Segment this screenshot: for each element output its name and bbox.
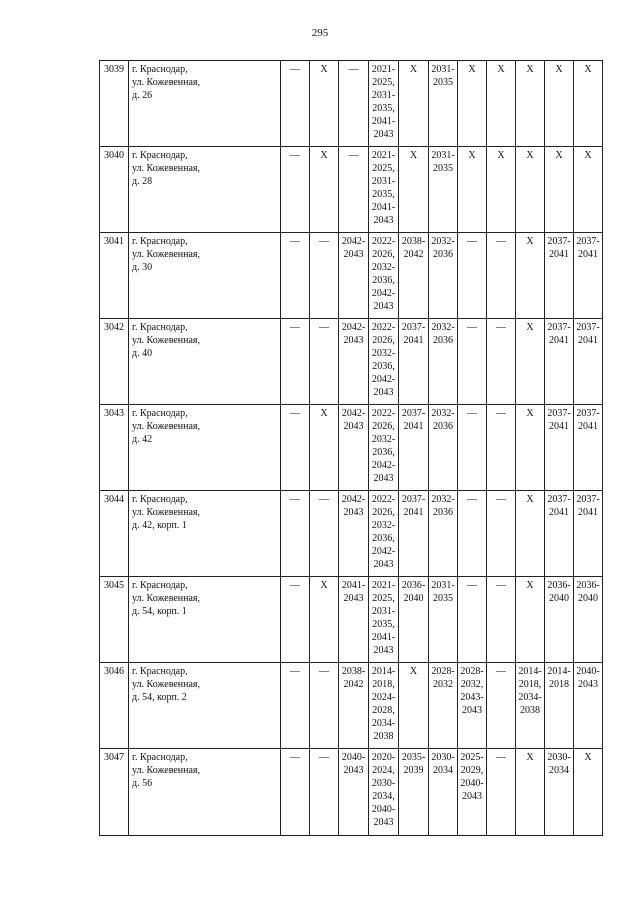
- address-cell: г. Краснодар, ул. Кожевенная, д. 42, корп. 1: [129, 491, 281, 577]
- period-cell: 2037- 2041: [574, 319, 603, 405]
- period-cell: 2037- 2041: [545, 319, 574, 405]
- period-cell: Х: [310, 61, 339, 147]
- table-row: [100, 663, 603, 749]
- period-cell: 2042- 2043: [339, 319, 369, 405]
- period-cell: Х: [399, 147, 429, 233]
- period-cell: —: [458, 577, 487, 663]
- period-cell: —: [281, 147, 310, 233]
- period-cell: 2021- 2025, 2031- 2035, 2041- 2043: [369, 147, 399, 233]
- period-cell: Х: [310, 147, 339, 233]
- period-cell: —: [487, 319, 516, 405]
- table-row: [100, 61, 603, 147]
- period-cell: Х: [458, 61, 487, 147]
- table-row: [100, 749, 603, 836]
- table-row: [100, 405, 603, 491]
- period-cell: Х: [545, 61, 574, 147]
- period-cell: 2037- 2041: [399, 405, 429, 491]
- period-cell: 2035- 2039: [399, 749, 429, 836]
- period-cell: 2036- 2040: [574, 577, 603, 663]
- period-cell: Х: [399, 663, 429, 749]
- period-cell: 2014- 2018, 2024- 2028, 2034- 2038: [369, 663, 399, 749]
- period-cell: 2032- 2036: [429, 405, 458, 491]
- row-number-cell: 3044: [100, 491, 129, 577]
- period-cell: 2036- 2040: [545, 577, 574, 663]
- period-cell: 2022- 2026, 2032- 2036, 2042- 2043: [369, 491, 399, 577]
- row-number-cell: 3040: [100, 147, 129, 233]
- address-cell: г. Краснодар, ул. Кожевенная, д. 28: [129, 147, 281, 233]
- period-cell: —: [281, 749, 310, 836]
- period-cell: 2032- 2036: [429, 491, 458, 577]
- period-cell: Х: [310, 405, 339, 491]
- period-cell: Х: [516, 319, 545, 405]
- row-number-cell: 3045: [100, 577, 129, 663]
- period-cell: 2032- 2036: [429, 319, 458, 405]
- period-cell: —: [458, 491, 487, 577]
- row-number-cell: 3043: [100, 405, 129, 491]
- period-cell: 2041- 2043: [339, 577, 369, 663]
- period-cell: 2031- 2035: [429, 147, 458, 233]
- period-cell: 2040- 2043: [339, 749, 369, 836]
- period-cell: Х: [516, 233, 545, 319]
- period-cell: —: [458, 233, 487, 319]
- period-cell: 2038- 2042: [339, 663, 369, 749]
- period-cell: 2014- 2018: [545, 663, 574, 749]
- period-cell: —: [310, 319, 339, 405]
- period-cell: 2025- 2029, 2040- 2043: [458, 749, 487, 836]
- period-cell: Х: [310, 577, 339, 663]
- row-number-cell: 3041: [100, 233, 129, 319]
- period-cell: —: [281, 663, 310, 749]
- period-cell: 2032- 2036: [429, 233, 458, 319]
- address-cell: г. Краснодар, ул. Кожевенная, д. 26: [129, 61, 281, 147]
- period-cell: Х: [399, 61, 429, 147]
- period-cell: Х: [516, 147, 545, 233]
- period-cell: Х: [487, 147, 516, 233]
- period-cell: 2042- 2043: [339, 491, 369, 577]
- address-cell: г. Краснодар, ул. Кожевенная, д. 56: [129, 749, 281, 836]
- period-cell: 2031- 2035: [429, 61, 458, 147]
- period-cell: —: [281, 319, 310, 405]
- address-cell: г. Краснодар, ул. Кожевенная, д. 42: [129, 405, 281, 491]
- period-cell: —: [310, 749, 339, 836]
- period-cell: —: [487, 491, 516, 577]
- period-cell: 2036- 2040: [399, 577, 429, 663]
- period-cell: 2031- 2035: [429, 577, 458, 663]
- period-cell: 2022- 2026, 2032- 2036, 2042- 2043: [369, 233, 399, 319]
- period-cell: —: [458, 405, 487, 491]
- period-cell: 2042- 2043: [339, 233, 369, 319]
- period-cell: 2038- 2042: [399, 233, 429, 319]
- table-row: [100, 319, 603, 405]
- period-cell: Х: [574, 61, 603, 147]
- period-cell: 2022- 2026, 2032- 2036, 2042- 2043: [369, 319, 399, 405]
- period-cell: —: [487, 233, 516, 319]
- period-cell: 2037- 2041: [574, 233, 603, 319]
- period-cell: 2040- 2043: [574, 663, 603, 749]
- period-cell: 2022- 2026, 2032- 2036, 2042- 2043: [369, 405, 399, 491]
- period-cell: 2037- 2041: [399, 491, 429, 577]
- address-cell: г. Краснодар, ул. Кожевенная, д. 40: [129, 319, 281, 405]
- period-cell: 2030- 2034: [545, 749, 574, 836]
- page-number: 295: [311, 27, 329, 39]
- period-cell: Х: [516, 491, 545, 577]
- period-cell: 2030- 2034: [429, 749, 458, 836]
- row-number-cell: 3046: [100, 663, 129, 749]
- housing-register-table: [99, 60, 603, 836]
- address-cell: г. Краснодар, ул. Кожевенная, д. 30: [129, 233, 281, 319]
- row-number-cell: 3039: [100, 61, 129, 147]
- period-cell: Х: [545, 147, 574, 233]
- period-cell: —: [339, 147, 369, 233]
- period-cell: —: [281, 405, 310, 491]
- period-cell: 2037- 2041: [574, 405, 603, 491]
- period-cell: —: [487, 749, 516, 836]
- period-cell: 2028- 2032: [429, 663, 458, 749]
- period-cell: Х: [516, 749, 545, 836]
- period-cell: Х: [516, 405, 545, 491]
- period-cell: Х: [516, 61, 545, 147]
- period-cell: —: [281, 491, 310, 577]
- period-cell: 2014- 2018, 2034- 2038: [516, 663, 545, 749]
- period-cell: 2037- 2041: [574, 491, 603, 577]
- period-cell: —: [487, 405, 516, 491]
- period-cell: Х: [574, 147, 603, 233]
- row-number-cell: 3042: [100, 319, 129, 405]
- period-cell: —: [487, 663, 516, 749]
- table-row: [100, 491, 603, 577]
- address-cell: г. Краснодар, ул. Кожевенная, д. 54, корп. 1: [129, 577, 281, 663]
- period-cell: —: [310, 663, 339, 749]
- period-cell: 2020- 2024, 2030- 2034, 2040- 2043: [369, 749, 399, 836]
- period-cell: 2028- 2032, 2043- 2043: [458, 663, 487, 749]
- period-cell: —: [458, 319, 487, 405]
- period-cell: 2042- 2043: [339, 405, 369, 491]
- period-cell: —: [281, 577, 310, 663]
- period-cell: Х: [458, 147, 487, 233]
- address-cell: г. Краснодар, ул. Кожевенная, д. 54, корп. 2: [129, 663, 281, 749]
- period-cell: 2021- 2025, 2031- 2035, 2041- 2043: [369, 61, 399, 147]
- table-row: [100, 233, 603, 319]
- period-cell: —: [487, 577, 516, 663]
- table-row: [100, 577, 603, 663]
- period-cell: —: [281, 233, 310, 319]
- period-cell: 2037- 2041: [545, 491, 574, 577]
- period-cell: —: [281, 61, 310, 147]
- period-cell: —: [339, 61, 369, 147]
- period-cell: Х: [516, 577, 545, 663]
- period-cell: —: [310, 233, 339, 319]
- period-cell: 2037- 2041: [545, 233, 574, 319]
- period-cell: Х: [487, 61, 516, 147]
- table-row: [100, 147, 603, 233]
- period-cell: —: [310, 491, 339, 577]
- period-cell: 2037- 2041: [545, 405, 574, 491]
- row-number-cell: 3047: [100, 749, 129, 836]
- period-cell: Х: [574, 749, 603, 836]
- period-cell: 2037- 2041: [399, 319, 429, 405]
- period-cell: 2021- 2025, 2031- 2035, 2041- 2043: [369, 577, 399, 663]
